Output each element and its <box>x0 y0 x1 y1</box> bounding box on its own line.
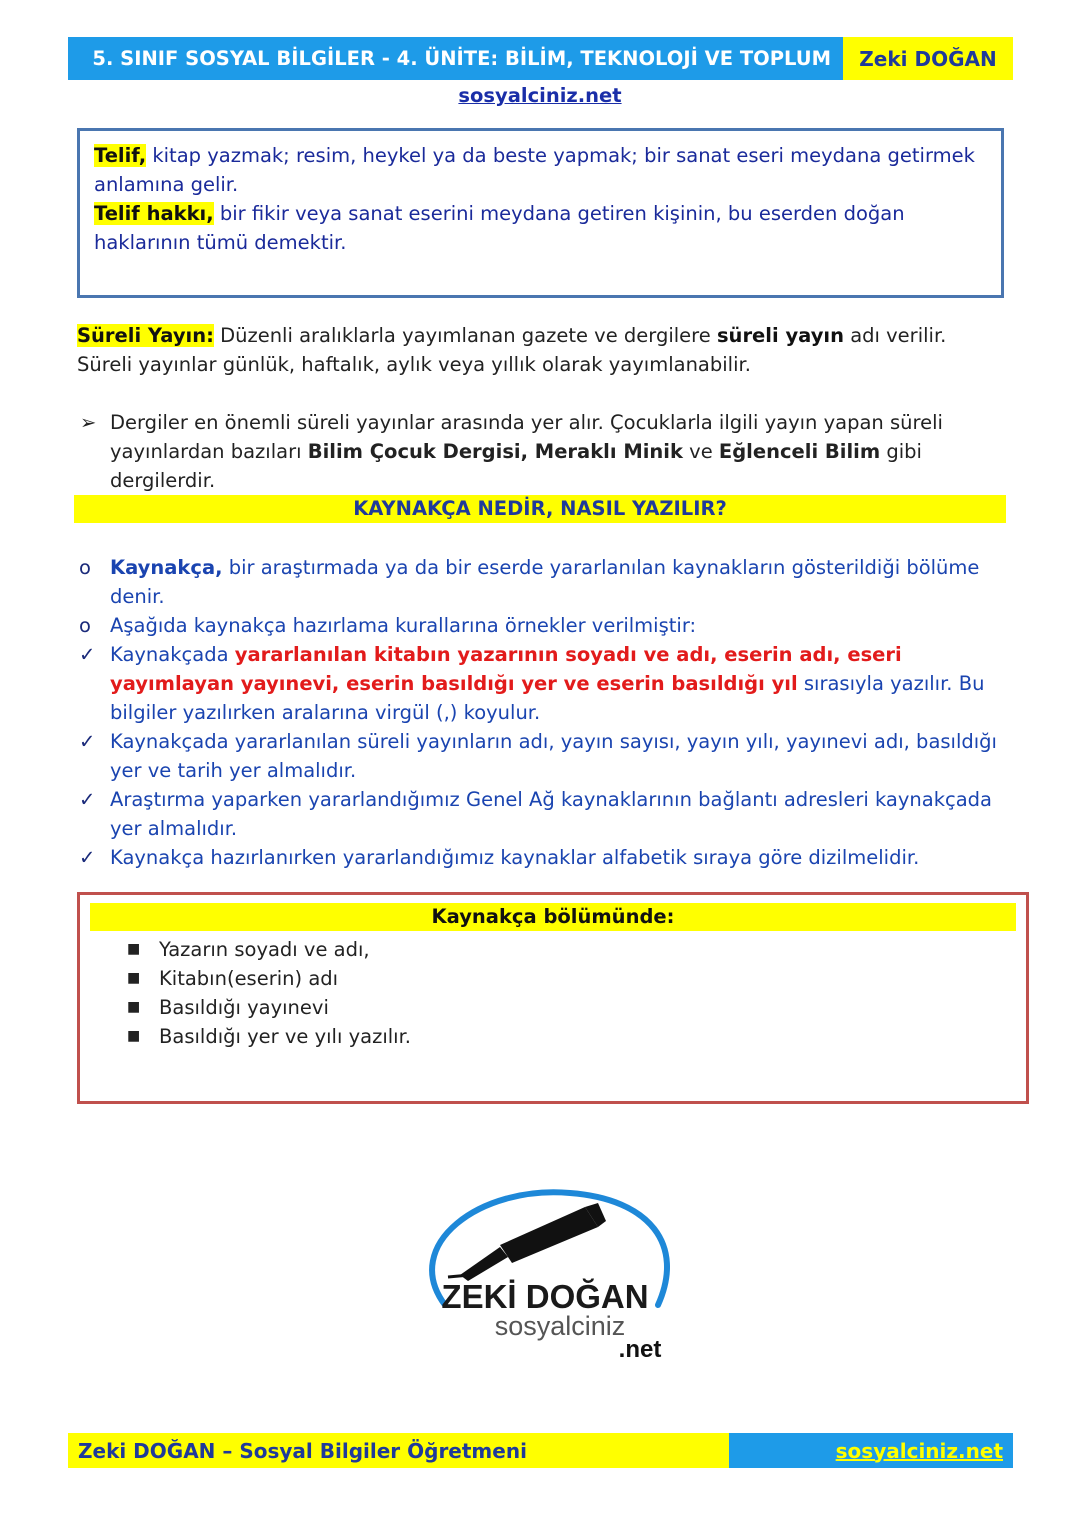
list-item <box>126 993 411 1022</box>
item-4-text: Kaynakçada yararlanılan süreli yayınların adı, yayın sayısı, yayın yılı, yayınevi adı, basıldığı yer ve tarih yer almalıdır. <box>110 730 997 782</box>
item-5-text: Araştırma yaparken yararlandığımız Genel Ağ kaynaklarının bağlantı adresleri kaynakçada yer almalıdır. <box>110 788 992 840</box>
item-3-red: yararlanılan kitabın yazarının soyadı ve adı, eserin adı, eseri yayımlayan yayınevi, eserin basıldığı yer ve eserin basıldığı yıl <box>110 643 902 695</box>
list-item <box>77 640 1007 727</box>
section-title: KAYNAKÇA NEDİR, NASIL YAZILIR? <box>74 495 1006 523</box>
box-item-text: Yazarın soyadı ve adı, <box>159 938 370 961</box>
sureli-yayin-paragraph <box>77 321 1007 379</box>
kaynakca-list <box>77 553 1007 872</box>
check-icon: ✓ <box>79 788 96 811</box>
box-item-text: Basıldığı yer ve yılı yazılır. <box>159 1025 411 1048</box>
sureli-yayin-term: Süreli Yayın: <box>77 324 214 347</box>
square-bullet-icon: ■ <box>127 970 141 986</box>
telif-text: kitap yazmak; resim, heykel ya da beste yapmak; bir sanat eseri meydana getirmek anlamına gelir. <box>94 144 975 196</box>
square-bullet-icon: ■ <box>127 1028 141 1044</box>
list-item <box>77 611 1007 640</box>
square-bullet-icon: ■ <box>127 999 141 1015</box>
item-1-text: bir araştırmada ya da bir eserde yararlanılan kaynakların gösterildiği bölüme denir. <box>110 556 980 608</box>
dergiler-text-3: gibi dergilerdir. <box>110 440 922 492</box>
list-item <box>126 935 411 964</box>
list-item <box>126 964 411 993</box>
circle-bullet-icon: o <box>79 614 91 637</box>
item-3-post: sırasıyla yazılır. Bu bilgiler yazılırken aralarına virgül (,) koyulur. <box>110 672 985 724</box>
list-item <box>126 1022 411 1051</box>
item-6-text: Kaynakça hazırlanırken yararlandığımız kaynaklar alfabetik sıraya göre dizilmelidir. <box>110 846 920 869</box>
page-footer <box>68 1433 1013 1468</box>
check-icon: ✓ <box>79 730 96 753</box>
telif-hakki-definition <box>94 199 987 257</box>
telif-hakki-term: Telif hakkı, <box>94 202 214 225</box>
dergiler-item <box>77 408 1007 495</box>
header-author: Zeki DOĞAN <box>843 37 1013 80</box>
list-item <box>77 727 1007 785</box>
header-title: 5. SINIF SOSYAL BİLGİLER - 4. ÜNİTE: BİLİM, TEKNOLOJİ VE TOPLUM <box>68 37 843 80</box>
list-item <box>77 785 1007 843</box>
list-item <box>77 553 1007 611</box>
footer-author: Zeki DOĞAN – Sosyal Bilgiler Öğretmeni <box>68 1433 729 1468</box>
page-header <box>68 37 1013 80</box>
check-icon: ✓ <box>79 846 96 869</box>
sureli-bold: süreli yayın <box>716 324 844 347</box>
check-icon: ✓ <box>79 643 96 666</box>
logo-tld: .net <box>618 1336 662 1363</box>
kaynakca-term: Kaynakça, <box>110 556 223 579</box>
sureli-text-2: adı verilir. Süreli yayınlar günlük, haftalık, aylık veya yıllık olarak yayımlanabilir. <box>77 324 947 376</box>
telif-term: Telif, <box>94 144 147 167</box>
telif-hakki-text: bir fikir veya sanat eserini meydana getiren kişinin, bu eserden doğan haklarının tümü demektir. <box>94 202 905 254</box>
dergiler-text-1: Dergiler en önemli süreli yayınlar arasında yer alır. Çocuklarla ilgili yayın yapan süreli yayınlardan bazıları <box>110 411 943 463</box>
arrow-bullet-icon: ➢ <box>80 411 97 434</box>
zeki-dogan-logo <box>400 1185 690 1365</box>
definitions-box <box>77 128 1004 298</box>
kaynakca-bolumu-box <box>77 892 1029 1104</box>
circle-bullet-icon: o <box>79 556 91 579</box>
footer-site-link[interactable]: sosyalciniz.net <box>729 1433 1013 1468</box>
item-3-pre: Kaynakçada <box>110 643 235 666</box>
logo-site: sosyalciniz <box>494 1311 626 1341</box>
dergiler-text-2: ve <box>682 440 719 463</box>
box-title: Kaynakça bölümünde: <box>90 903 1016 931</box>
dergiler-bold-2: Eğlenceli Bilim <box>718 440 881 463</box>
square-bullet-icon: ■ <box>127 941 141 957</box>
dergiler-bold-1: Bilim Çocuk Dergisi, Meraklı Minik <box>307 440 683 463</box>
site-link[interactable]: sosyalciniz.net <box>458 84 622 107</box>
box-item-text: Kitabın(eserin) adı <box>159 967 339 990</box>
sureli-text-1: Düzenli aralıklarla yayımlanan gazete ve dergilere <box>213 324 717 347</box>
logo-name: ZEKİ DOĞAN <box>441 1278 649 1315</box>
item-2-text: Aşağıda kaynakça hazırlama kurallarına örnekler verilmiştir: <box>110 614 697 637</box>
list-item <box>77 843 1007 872</box>
telif-definition <box>94 141 987 199</box>
box-item-text: Basıldığı yayınevi <box>159 996 329 1019</box>
box-list <box>126 935 411 1051</box>
